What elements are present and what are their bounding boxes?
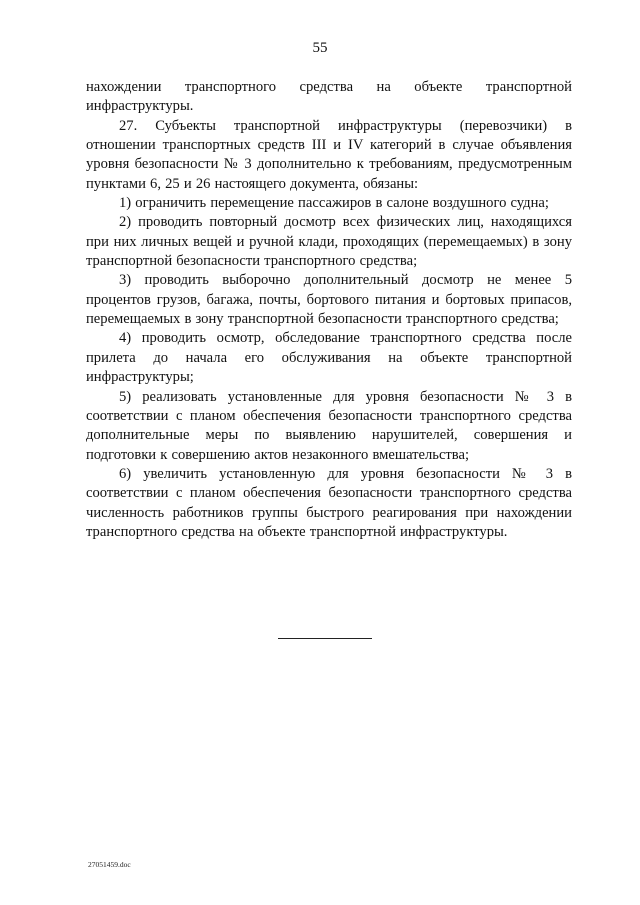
- paragraph-subitem-5: 5) реализовать установленные для уровня безопасности № 3 в соответствии с планом обеспечения безопасности транспортного средства дополнительные меры по выявлению нарушителей, совершения и подготовки к совершению актов незаконного вмешательства;: [86, 388, 572, 463]
- paragraph-subitem-1: 1) ограничить перемещение пассажиров в салоне воздушного судна;: [119, 195, 549, 212]
- paragraph-subitem-4: 4) проводить осмотр, обследование транспортного средства после прилета до начала его обслуживания на объекте транспортной инфраструктуры;: [86, 330, 572, 386]
- end-of-document-rule: [278, 638, 372, 639]
- paragraph-subitem-3: 3) проводить выборочно дополнительный досмотр не менее 5 процентов грузов, багажа, почты, бортового питания и бортовых припасов, перемещаемых в зону транспортной безопасности транспортного средства;: [86, 272, 572, 328]
- paragraph-subitem-2: 2) проводить повторный досмотр всех физических лиц, находящихся при них личных вещей и ручной клади, проходящих (перемещаемых) в зону транспортной безопасности транспортного средства;: [86, 214, 572, 270]
- paragraph-continuation: нахождении транспортного средства на объекте транспортной инфраструктуры.: [86, 79, 572, 115]
- paragraph-item-27: 27. Субъекты транспортной инфраструктуры (перевозчики) в отношении транспортных средств III и IV категорий в случае объявления уровня безопасности № 3 дополнительно к требованиям, предусмотренным пунктами 6, 25 и 26 настоящего документа, обязаны:: [86, 117, 572, 192]
- paragraph-subitem-6: 6) увеличить установленную для уровня безопасности № 3 в соответствии с планом обеспечения безопасности транспортного средства численность работников группы быстрого реагирования при нахождении транспортного средства на объекте транспортной инфраструктуры.: [86, 465, 572, 540]
- document-file-code: 27051459.doc: [88, 860, 131, 869]
- page-number: 55: [312, 40, 328, 56]
- document-body: [86, 78, 572, 542]
